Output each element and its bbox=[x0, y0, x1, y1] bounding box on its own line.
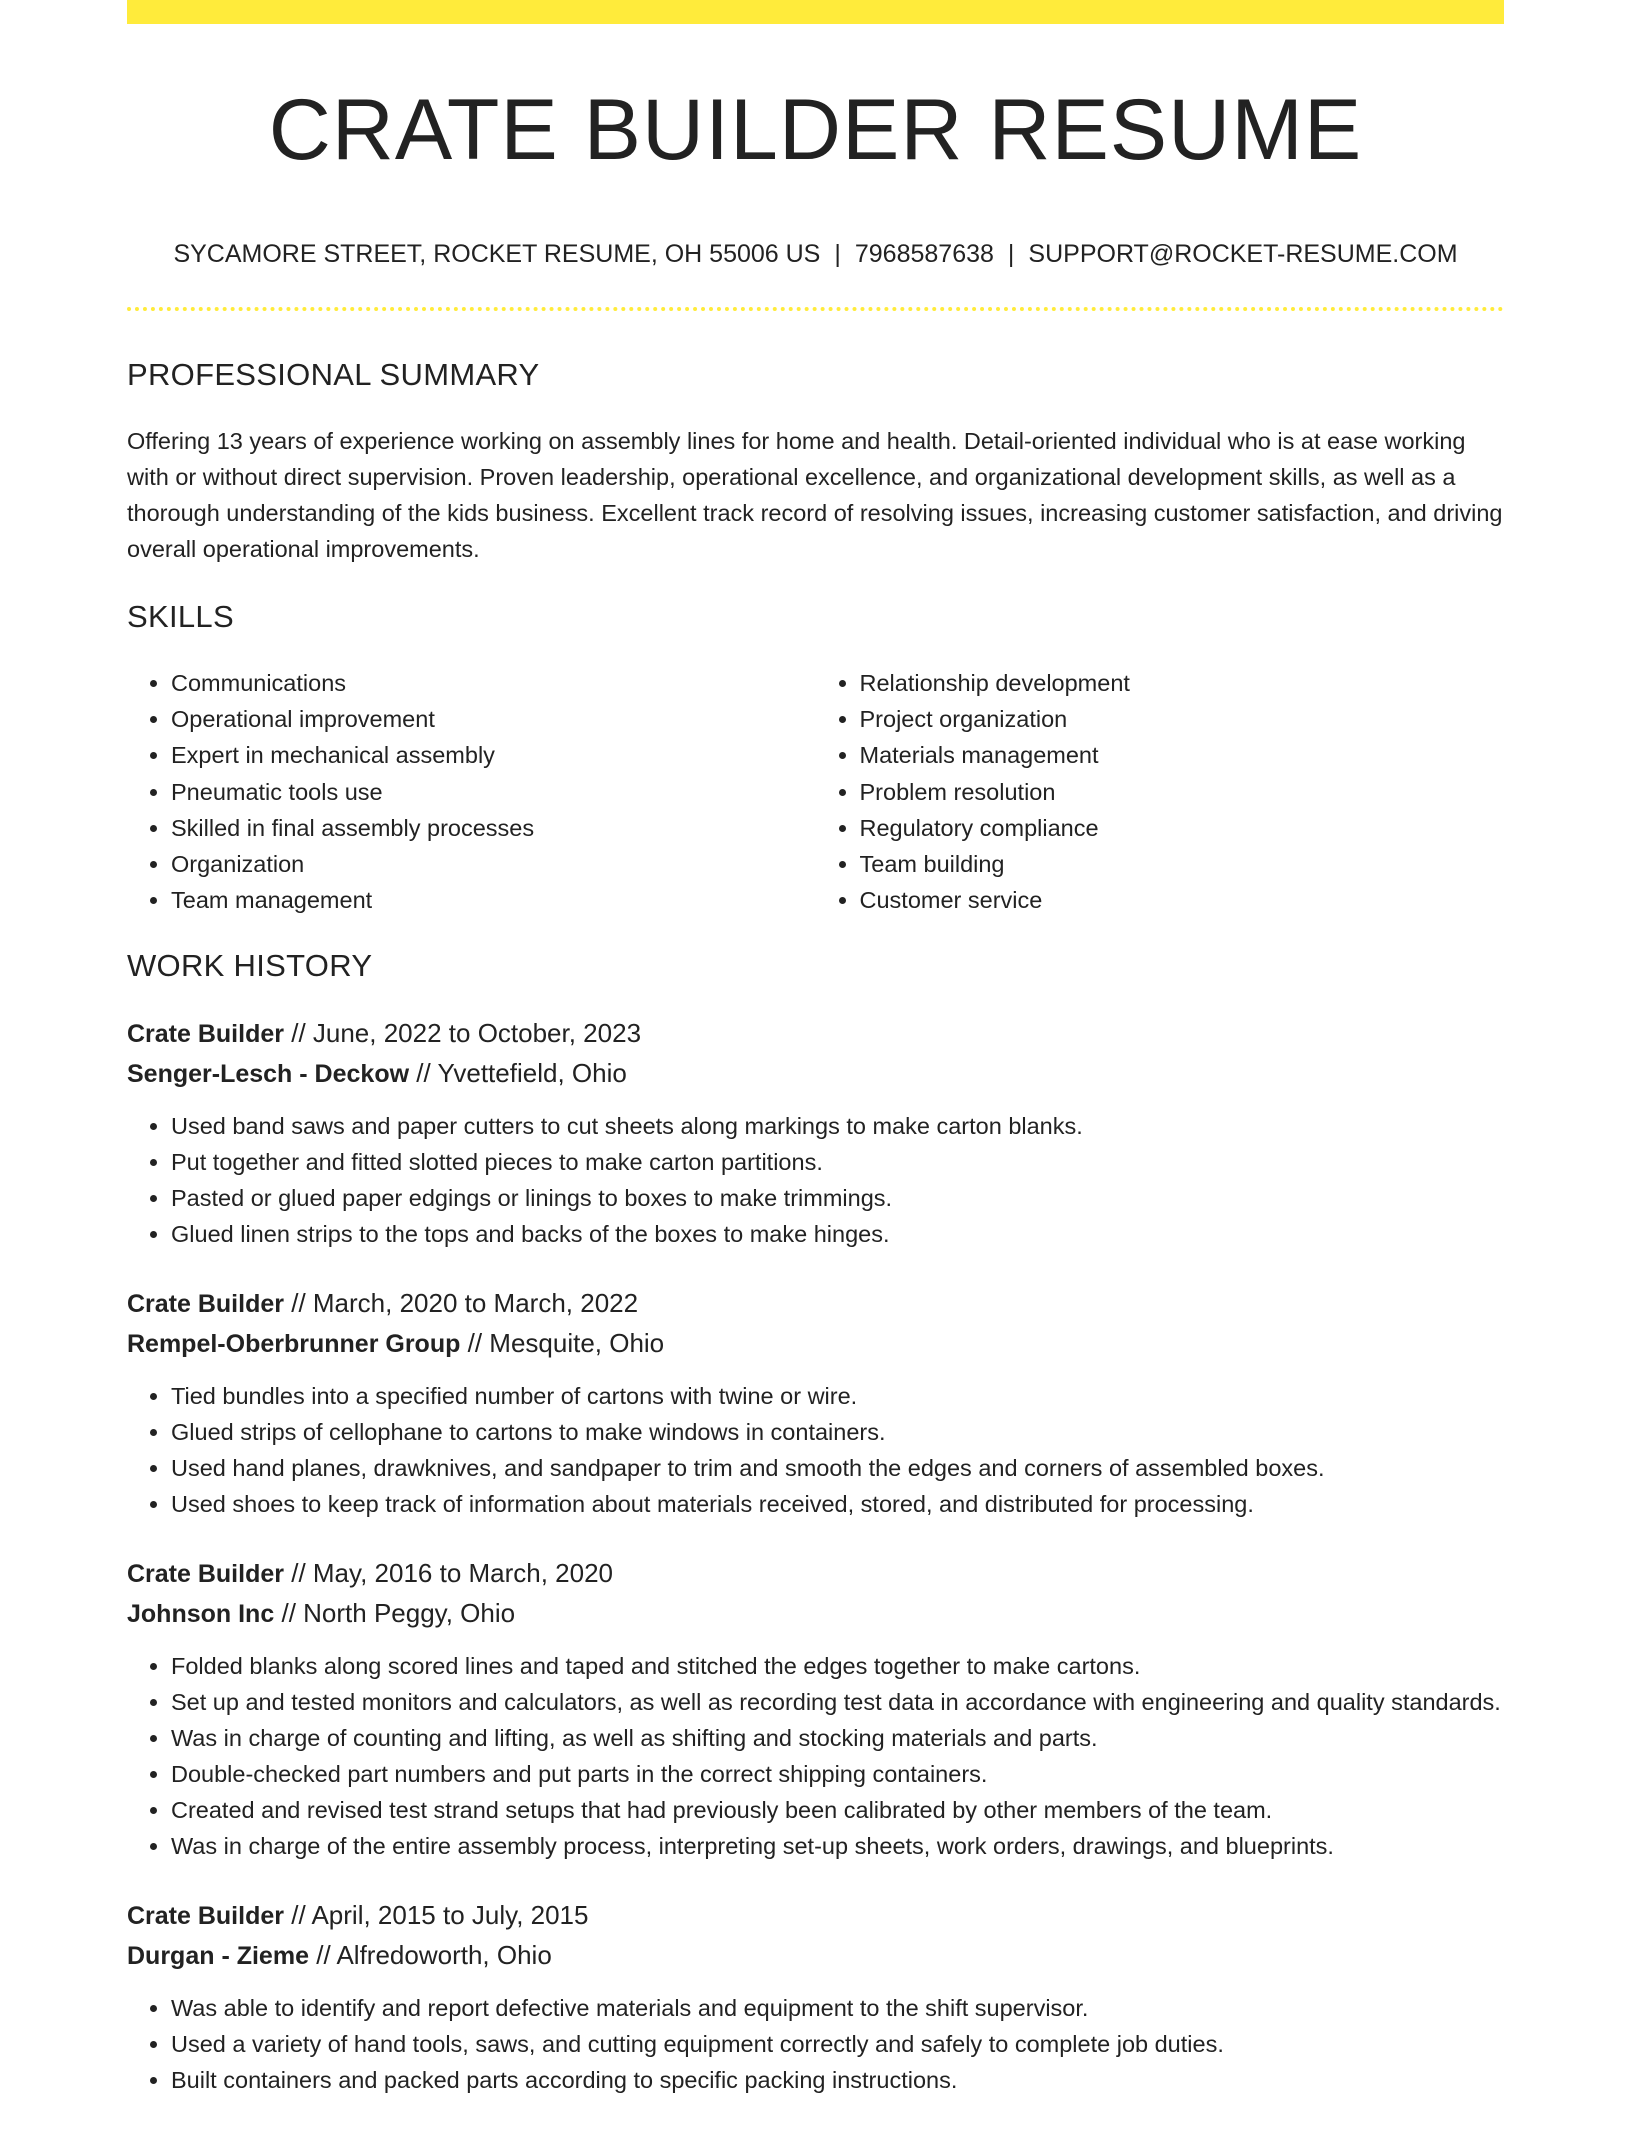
skill-item: • Relationship development bbox=[860, 665, 1505, 701]
job-company-line bbox=[127, 1054, 1504, 1094]
contact-address: SYCAMORE STREET, ROCKET RESUME, OH 55006 US bbox=[173, 240, 821, 268]
job-bullets bbox=[127, 1108, 1504, 1252]
skills-list-right bbox=[816, 665, 1505, 918]
job-bullet: • Put together and fitted slotted pieces to make carton partitions. bbox=[171, 1144, 1504, 1180]
skill-item: • Project organization bbox=[860, 701, 1505, 737]
summary-section bbox=[127, 355, 1504, 567]
job-company-line bbox=[127, 1594, 1504, 1634]
job-company: Senger-Lesch - Deckow bbox=[127, 1060, 410, 1089]
resume-content bbox=[127, 355, 1504, 2130]
contact-separator: | bbox=[1007, 240, 1015, 268]
contact-line bbox=[127, 236, 1504, 272]
work-history-heading: WORK HISTORY bbox=[127, 948, 373, 984]
job-bullet: • Built containers and packed parts according to specific packing instructions. bbox=[171, 2062, 1504, 2098]
job-title: Crate Builder bbox=[127, 1902, 284, 1931]
skills-heading: SKILLS bbox=[127, 599, 234, 634]
contact-separator: | bbox=[834, 240, 841, 268]
job-bullet: • Used hand planes, drawknives, and sandpaper to trim and smooth the edges and corners of assembled boxes. bbox=[171, 1450, 1504, 1486]
skill-item: • Team building bbox=[860, 846, 1505, 882]
job-bullets bbox=[127, 1378, 1504, 1522]
job-bullet: • Was able to identify and report defective materials and equipment to the shift supervisor. bbox=[171, 1990, 1504, 2026]
job-company: Rempel-Oberbrunner Group bbox=[127, 1330, 461, 1359]
job-title: Crate Builder bbox=[127, 1290, 284, 1319]
resume-title: CRATE BUILDER RESUME bbox=[268, 82, 1363, 178]
job-entry bbox=[127, 1896, 1504, 2098]
job-bullet: • Created and revised test strand setups that had previously been calibrated by other members of the team. bbox=[171, 1792, 1504, 1828]
job-company-line bbox=[127, 1936, 1504, 1976]
skill-item: • Pneumatic tools use bbox=[171, 774, 816, 810]
job-title-line bbox=[127, 1014, 1504, 1054]
job-bullet: • Set up and tested monitors and calculators, as well as recording test data in accordance with engineering and quality standards. bbox=[171, 1684, 1504, 1720]
job-bullet: • Glued linen strips to the tops and backs of the boxes to make hinges. bbox=[171, 1216, 1504, 1252]
job-location: // Mesquite, Ohio bbox=[467, 1328, 665, 1359]
job-company-line bbox=[127, 1324, 1504, 1364]
skills-list-left bbox=[127, 665, 816, 918]
accent-top-bar bbox=[127, 0, 1504, 24]
job-company: Durgan - Zieme bbox=[127, 1942, 309, 1971]
job-bullet: • Pasted or glued paper edgings or linings to boxes to make trimmings. bbox=[171, 1180, 1504, 1216]
job-title: Crate Builder bbox=[127, 1560, 284, 1589]
skill-item: • Expert in mechanical assembly bbox=[171, 737, 816, 773]
job-bullet: • Folded blanks along scored lines and taped and stitched the edges together to make cartons. bbox=[171, 1648, 1504, 1684]
job-title: Crate Builder bbox=[127, 1020, 284, 1049]
job-bullet: • Was in charge of the entire assembly process, interpreting set-up sheets, work orders, drawings, and blueprints. bbox=[171, 1828, 1504, 1864]
job-bullet: • Glued strips of cellophane to cartons to make windows in containers. bbox=[171, 1414, 1504, 1450]
job-location: // Alfredoworth, Ohio bbox=[316, 1940, 552, 1971]
work-history-section bbox=[127, 946, 1504, 2098]
job-entry bbox=[127, 1014, 1504, 1252]
skill-item: • Materials management bbox=[860, 737, 1505, 773]
job-bullets bbox=[127, 1990, 1504, 2098]
summary-heading: PROFESSIONAL SUMMARY bbox=[127, 357, 540, 392]
job-bullet: • Tied bundles into a specified number of cartons with twine or wire. bbox=[171, 1378, 1504, 1414]
skill-item: • Operational improvement bbox=[171, 701, 816, 737]
skills-section bbox=[127, 597, 1504, 918]
job-location: // Yvettefield, Ohio bbox=[416, 1058, 627, 1089]
job-location: // North Peggy, Ohio bbox=[281, 1598, 516, 1629]
job-title-line bbox=[127, 1554, 1504, 1594]
skill-item: • Problem resolution bbox=[860, 774, 1505, 810]
skills-columns bbox=[127, 665, 1504, 918]
job-entry bbox=[127, 1554, 1504, 1864]
skill-item: • Customer service bbox=[860, 882, 1505, 918]
dotted-divider bbox=[127, 307, 1504, 311]
job-bullet: • Was in charge of counting and lifting, as well as shifting and stocking materials and parts. bbox=[171, 1720, 1504, 1756]
job-dates: // June, 2022 to October, 2023 bbox=[291, 1018, 642, 1049]
summary-text: Offering 13 years of experience working on assembly lines for home and health. Detail-oriented individual who is at ease working with or without direct supervision. Proven leadership, operational excellence, and organizational development skills, as well as a thorough understanding of the kids business. Excellent track record of resolving issues, increasing customer satisfaction, and driving overall operational improvements. bbox=[127, 428, 1503, 562]
skill-item: • Team management bbox=[171, 882, 816, 918]
contact-phone: 7968587638 bbox=[854, 240, 994, 268]
skill-item: • Communications bbox=[171, 665, 816, 701]
skill-item: • Organization bbox=[171, 846, 816, 882]
job-entry bbox=[127, 1284, 1504, 1522]
job-dates: // April, 2015 to July, 2015 bbox=[291, 1900, 589, 1931]
skill-item: • Regulatory compliance bbox=[860, 810, 1505, 846]
skill-item: • Skilled in final assembly processes bbox=[171, 810, 816, 846]
job-bullets bbox=[127, 1648, 1504, 1864]
job-bullet: • Double-checked part numbers and put parts in the correct shipping containers. bbox=[171, 1756, 1504, 1792]
job-bullet: • Used band saws and paper cutters to cut sheets along markings to make carton blanks. bbox=[171, 1108, 1504, 1144]
job-bullet: • Used a variety of hand tools, saws, and cutting equipment correctly and safely to complete job duties. bbox=[171, 2026, 1504, 2062]
job-dates: // March, 2020 to March, 2022 bbox=[291, 1288, 639, 1319]
contact-email: SUPPORT@ROCKET-RESUME.COM bbox=[1028, 240, 1458, 268]
job-company: Johnson Inc bbox=[127, 1600, 275, 1629]
job-title-line bbox=[127, 1896, 1504, 1936]
job-dates: // May, 2016 to March, 2020 bbox=[291, 1558, 614, 1589]
job-title-line bbox=[127, 1284, 1504, 1324]
job-bullet: • Used shoes to keep track of information about materials received, stored, and distributed for processing. bbox=[171, 1486, 1504, 1522]
